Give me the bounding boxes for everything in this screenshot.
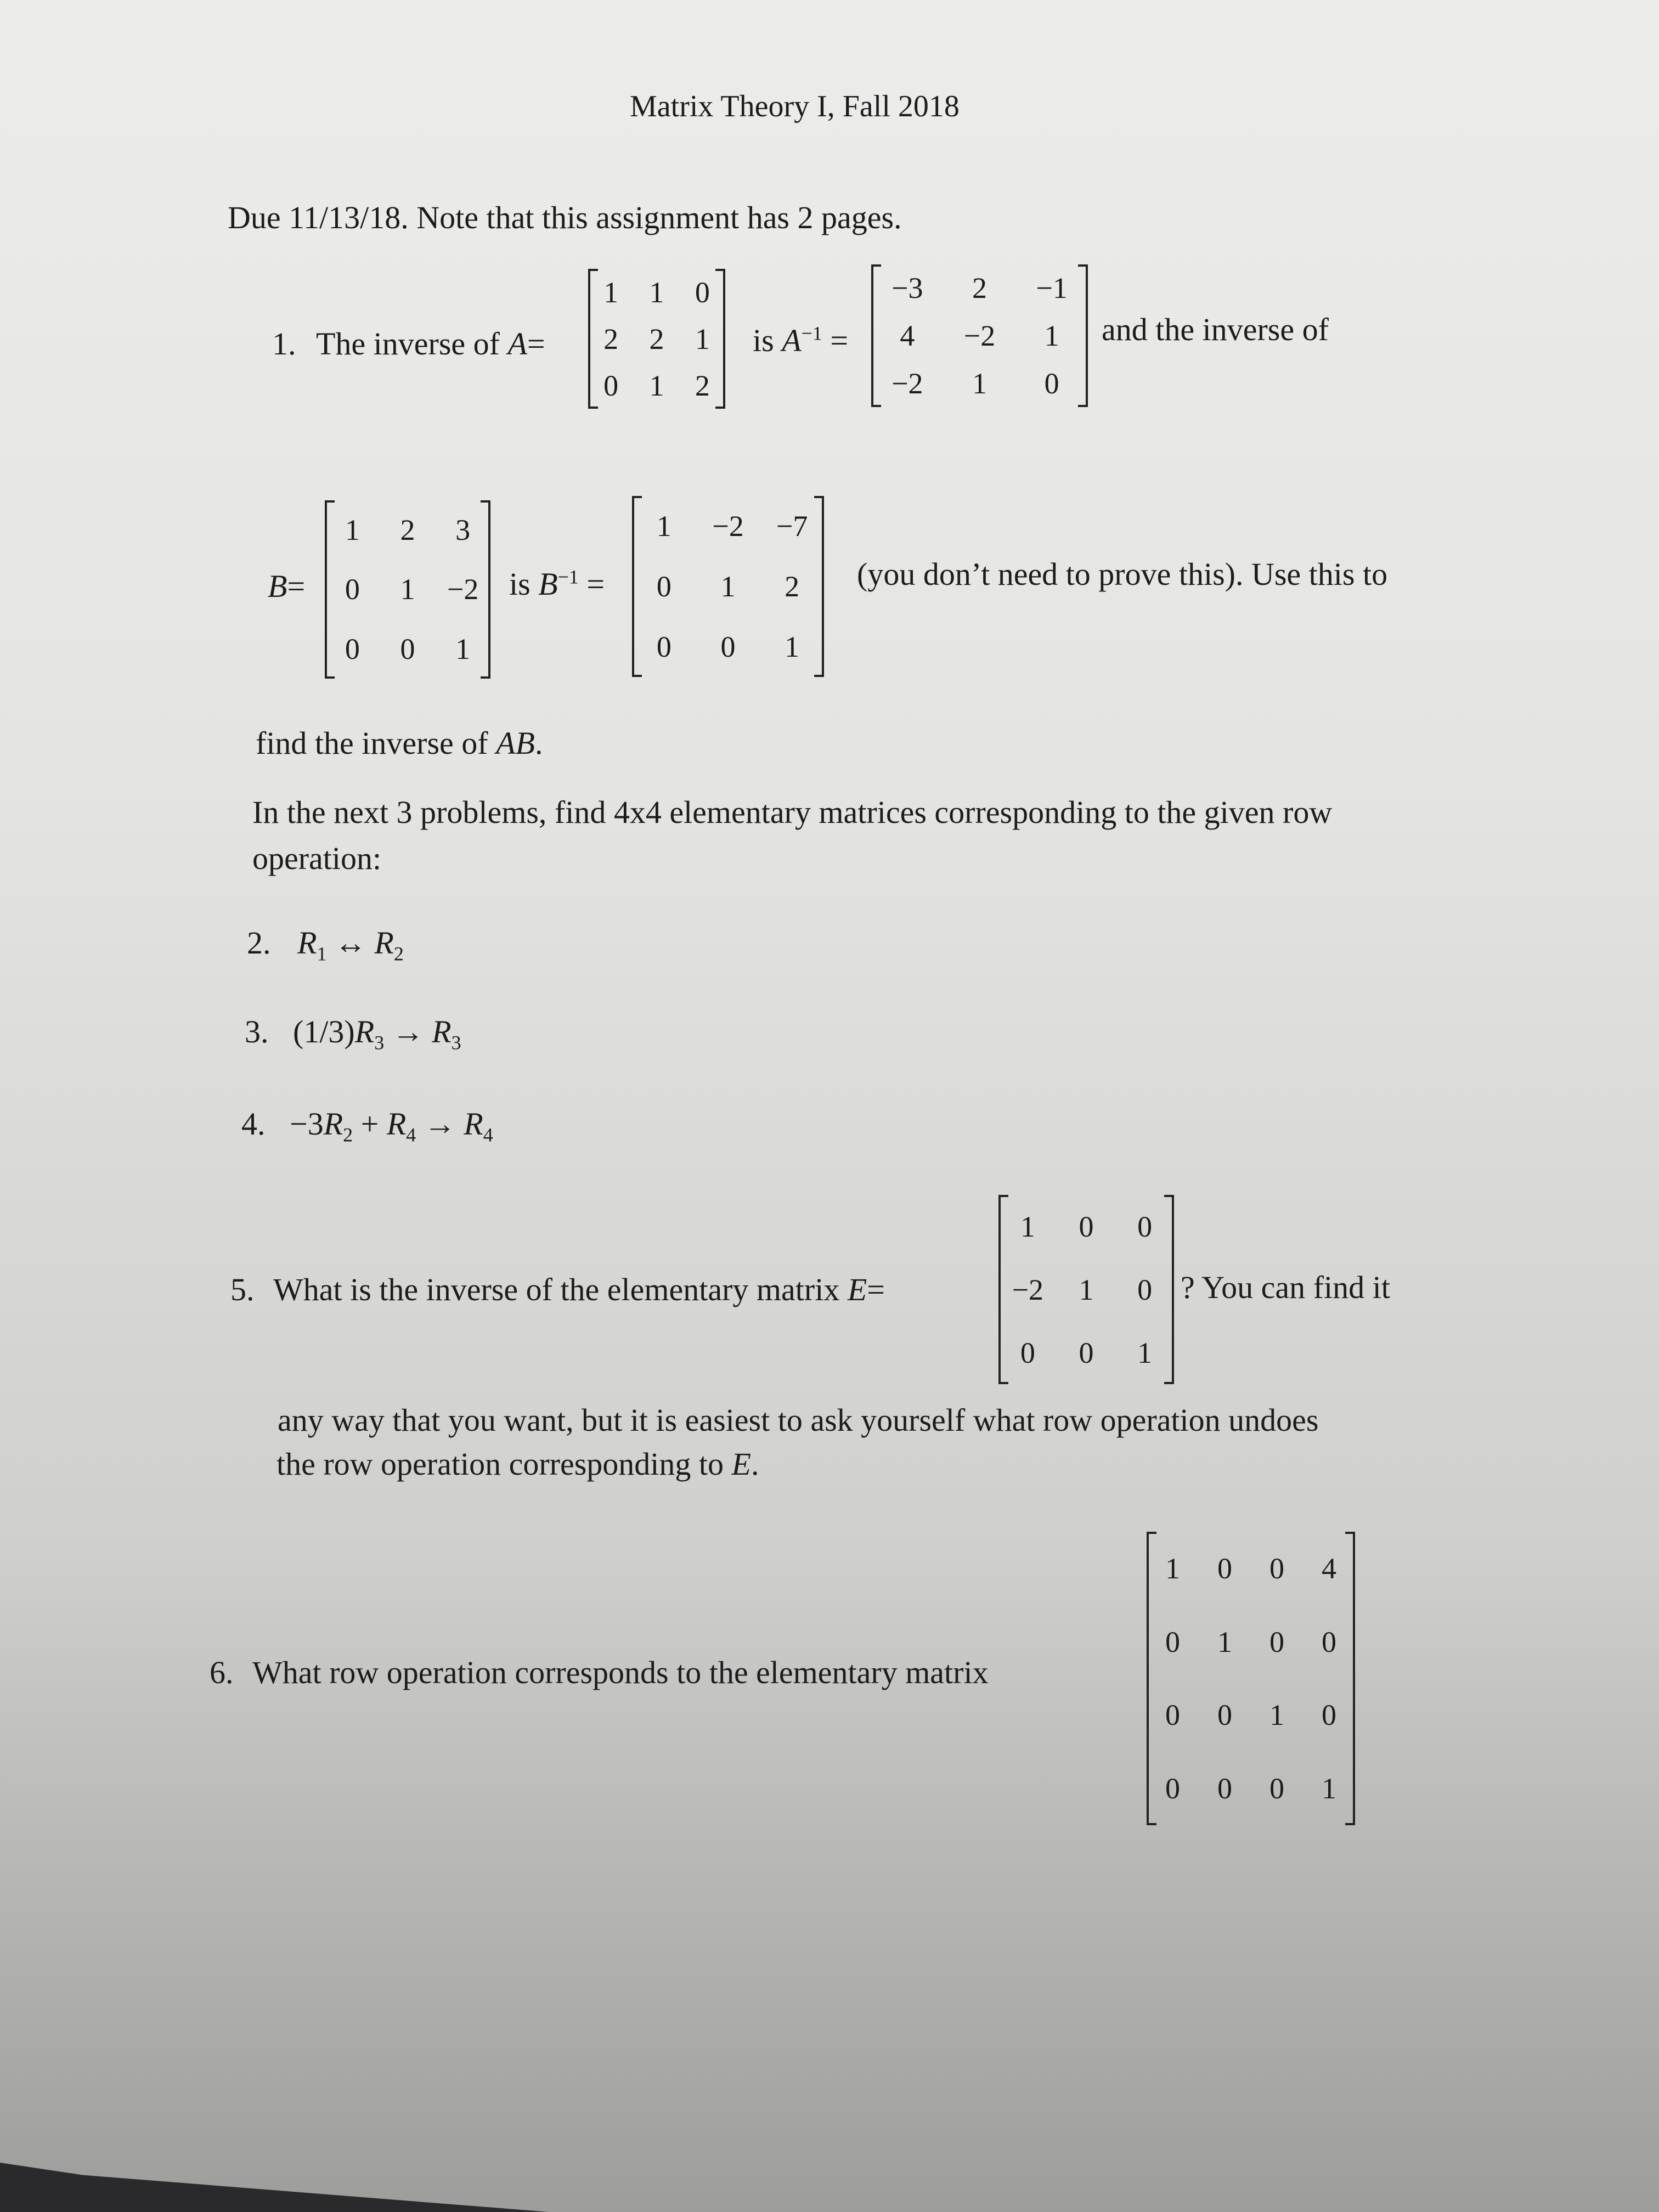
problem-text: ? You can find it [1181, 1269, 1390, 1305]
matrix-cell: 2 [649, 322, 664, 356]
problem-3 [245, 1014, 461, 1054]
intro-line-2: operation: [252, 840, 382, 876]
equals-sign: = [830, 323, 849, 358]
matrix-b [325, 500, 490, 679]
matrix-cell: 1 [720, 570, 736, 603]
matrix-cell: 0 [1269, 1772, 1284, 1805]
row-subscript: 2 [343, 1124, 353, 1146]
matrix-cell: 2 [972, 272, 987, 305]
inverse-superscript: −1 [801, 322, 822, 345]
matrix-cell: 0 [1165, 1625, 1180, 1658]
matrix-cell: 1 [972, 366, 987, 400]
matrix-cell: 2 [603, 322, 619, 356]
period: . [534, 725, 543, 761]
matrix-cell: 0 [1322, 1699, 1336, 1732]
matrix-a [588, 269, 725, 409]
matrix-cell: 0 [345, 573, 360, 606]
row-var: R [464, 1106, 483, 1142]
matrix-cell: 4 [1322, 1551, 1336, 1585]
row-subscript: 3 [451, 1031, 461, 1054]
right-arrow-icon: → [392, 1014, 424, 1049]
matrix-cell: 1 [649, 275, 664, 309]
matrix-cell: 1 [1269, 1699, 1284, 1732]
matrix-cell: 1 [455, 632, 471, 665]
matrix-cell: 0 [1269, 1625, 1284, 1658]
problem-text: and the inverse of [1102, 312, 1329, 347]
equals-sign: = [867, 1272, 885, 1307]
matrix-b-inverse [632, 496, 824, 677]
problem-number: 2. [247, 925, 271, 961]
matrix-cell: 0 [1044, 366, 1059, 400]
matrix-cell: −2 [891, 366, 923, 400]
matrix-cell: 1 [1322, 1772, 1336, 1805]
var-a-inverse: A [782, 323, 802, 358]
matrix-cell: 0 [1269, 1551, 1284, 1585]
matrix-cell: 0 [1079, 1210, 1094, 1243]
problem-text: (you don’t need to prove this). Use this to [857, 556, 1388, 592]
swap-arrow-icon: ↔ [334, 925, 366, 961]
intro-line-1: In the next 3 problems, find 4x4 elementary matrices corresponding to the given row [252, 794, 1333, 830]
is-text: is [509, 566, 531, 602]
row-var: R [323, 1106, 343, 1142]
matrix-cell: 1 [1020, 1210, 1035, 1243]
inverse-superscript: −1 [557, 566, 579, 588]
matrix-cell: 0 [1137, 1210, 1153, 1243]
row-subscript: 1 [317, 943, 327, 965]
matrix-cell: −3 [891, 272, 923, 305]
problem-text: find the inverse of [256, 725, 488, 761]
elementary-matrix [1147, 1532, 1355, 1825]
matrix-cell: 0 [1165, 1699, 1180, 1732]
problem-text: any way that you want, but it is easiest to ask yourself what row operation undoes [278, 1402, 1319, 1438]
matrix-cell: 0 [345, 632, 360, 665]
equals-sign: = [586, 566, 605, 602]
matrix-cell: 1 [1044, 319, 1059, 352]
equals-sign: = [527, 326, 545, 362]
matrix-cell: 1 [785, 630, 800, 663]
row-subscript: 3 [374, 1031, 385, 1054]
row-var: R [386, 1106, 407, 1142]
matrix-cell: 0 [720, 630, 736, 663]
matrix-cell: 0 [1137, 1273, 1153, 1306]
row-var: R [432, 1014, 452, 1049]
matrix-cell: 4 [900, 319, 915, 352]
problem-text: The inverse of [316, 326, 500, 362]
equals-sign: = [287, 568, 306, 604]
problem-4 [241, 1106, 493, 1146]
table-edge-shadow [0, 2163, 549, 2212]
page-title: Matrix Theory I, Fall 2018 [630, 89, 960, 123]
matrix-cell: 0 [1079, 1336, 1094, 1369]
right-arrow-icon: → [424, 1106, 456, 1142]
matrix-cell: 2 [695, 369, 710, 402]
matrix-cell: 1 [345, 514, 360, 547]
matrix-cell: −2 [447, 573, 479, 606]
matrix-cell: 0 [400, 632, 415, 665]
var-b: B [268, 568, 287, 604]
var-ab: AB [496, 725, 535, 761]
matrix-cell: −1 [1036, 272, 1068, 305]
is-text: is [753, 323, 774, 358]
matrix-cell: 0 [603, 369, 619, 402]
matrix-cell: 2 [785, 570, 800, 603]
problem-text: What is the inverse of the elementary matrix [273, 1272, 840, 1307]
problem-text: What row operation corresponds to the elementary matrix [252, 1655, 989, 1690]
matrix-cell: −2 [1012, 1273, 1044, 1306]
matrix-cell: 2 [400, 514, 415, 547]
matrix-cell: 1 [656, 510, 672, 543]
matrix-cell: −2 [963, 319, 996, 352]
row-var: R [374, 925, 394, 961]
row-var: R [354, 1014, 375, 1049]
problem-text: the row operation corresponding to [276, 1446, 724, 1482]
row-subscript: 4 [483, 1124, 493, 1146]
problem-number: 6. [210, 1655, 234, 1690]
problem-2 [247, 925, 404, 965]
matrix-cell: 1 [400, 573, 415, 606]
matrix-cell: 0 [1165, 1772, 1180, 1805]
plus-sign: + [360, 1106, 379, 1142]
matrix-cell: 1 [603, 275, 619, 309]
matrix-cell: 1 [1079, 1273, 1094, 1306]
coefficient: −3 [290, 1106, 324, 1142]
problem-number: 5. [230, 1272, 255, 1307]
matrix-cell: 0 [1020, 1336, 1035, 1369]
matrix-cell: 1 [695, 322, 710, 356]
row-var: R [297, 925, 317, 961]
period: . [751, 1446, 759, 1482]
var-e: E [847, 1272, 867, 1307]
matrix-cell: 1 [1217, 1625, 1232, 1658]
var-e: E [731, 1446, 751, 1482]
matrix-a-inverse [871, 264, 1088, 407]
matrix-cell: 0 [1217, 1772, 1232, 1805]
matrix-cell: −2 [712, 510, 744, 543]
problem-number: 4. [241, 1106, 266, 1142]
matrix-cell: 0 [1217, 1551, 1232, 1585]
row-subscript: 4 [406, 1124, 416, 1146]
matrix-cell: 0 [1322, 1625, 1336, 1658]
matrix-cell: 1 [649, 369, 664, 402]
coefficient: (1/3) [293, 1014, 355, 1049]
matrix-cell: 0 [656, 570, 672, 603]
matrix-cell: 0 [656, 630, 672, 663]
matrix-cell: 1 [1165, 1551, 1180, 1585]
matrix-cell: 0 [695, 275, 710, 309]
var-b-inverse: B [538, 566, 558, 602]
due-note: Due 11/13/18. Note that this assignment has 2 pages. [228, 200, 902, 235]
row-subscript: 2 [393, 943, 404, 965]
problem-number: 1. [272, 326, 296, 362]
matrix-cell: 0 [1217, 1699, 1232, 1732]
matrix-cell: −7 [776, 510, 808, 543]
var-a: A [507, 326, 527, 362]
matrix-cell: 3 [455, 514, 471, 547]
matrix-e [998, 1195, 1174, 1384]
problem-number: 3. [245, 1014, 269, 1049]
matrix-cell: 1 [1137, 1336, 1153, 1369]
